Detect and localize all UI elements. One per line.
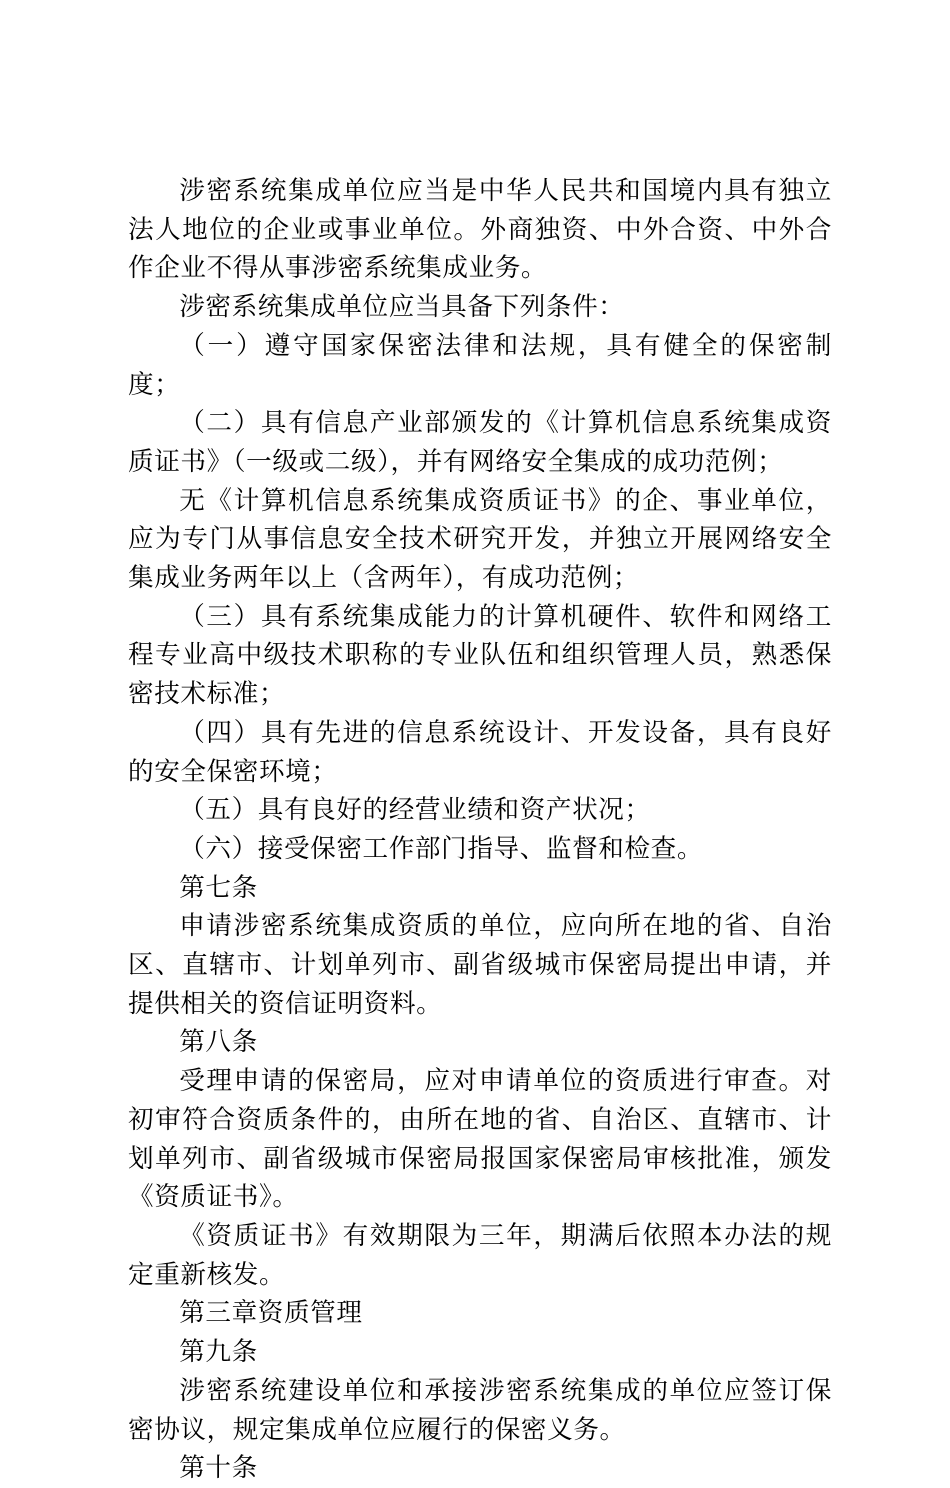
document-body: [128, 172, 832, 1488]
paragraph-certificate-validity: 《资质证书》有效期限为三年，期满后依照本办法的规定重新核发。: [128, 1220, 832, 1290]
chapter-heading-3: 第三章资质管理: [179, 1298, 363, 1329]
article-heading-8: 第八条: [179, 1027, 258, 1058]
paragraph-condition-3: （三）具有系统集成能力的计算机硬件、软件和网络工程专业高中级技术职称的专业队伍和组织管理人员，熟悉保密技术标准；: [128, 601, 832, 710]
paragraph-condition-2-alternative: 无《计算机信息系统集成资质证书》的企、事业单位，应为专门从事信息安全技术研究开发，并独立开展网络安全集成业务两年以上（含两年），有成功范例；: [128, 485, 832, 594]
article-heading-9: 第九条: [179, 1337, 258, 1368]
paragraph-integrator-eligibility: 涉密系统集成单位应当是中华人民共和国境内具有独立法人地位的企业或事业单位。外商独资、中外合资、中外合作企业不得从事涉密系统集成业务。: [128, 176, 832, 284]
paragraph-article-9: 涉密系统建设单位和承接涉密系统集成的单位应签订保密协议，规定集成单位应履行的保密义务。: [128, 1375, 832, 1445]
paragraph-condition-5: （五）具有良好的经营业绩和资产状况；: [179, 795, 651, 826]
article-heading-7: 第七条: [179, 872, 258, 903]
paragraph-condition-6: （六）接受保密工作部门指导、监督和检查。: [179, 833, 704, 864]
paragraph-article-7: 申请涉密系统集成资质的单位，应向所在地的省、自治区、直辖市、计划单列市、副省级城市保密局提出申请，并提供相关的资信证明资料。: [128, 911, 832, 1019]
paragraph-condition-2: （二）具有信息产业部颁发的《计算机信息系统集成资质证书》（一级或二级），并有网络安全集成的成功范例；: [128, 408, 832, 477]
paragraph-condition-4: （四）具有先进的信息系统设计、开发设备，具有良好的安全保密环境；: [128, 717, 832, 787]
paragraph-article-8: 受理申请的保密局，应对申请单位的资质进行审查。对初审符合资质条件的，由所在地的省、自治区、直辖市、计划单列市、副省级城市保密局报国家保密局审核批准，颁发《资质证书》。: [128, 1066, 832, 1213]
article-heading-10: 第十条: [179, 1453, 258, 1484]
paragraph-conditions-intro: 涉密系统集成单位应当具备下列条件：: [179, 292, 625, 323]
paragraph-condition-1: （一）遵守国家保密法律和法规，具有健全的保密制度；: [128, 330, 832, 400]
